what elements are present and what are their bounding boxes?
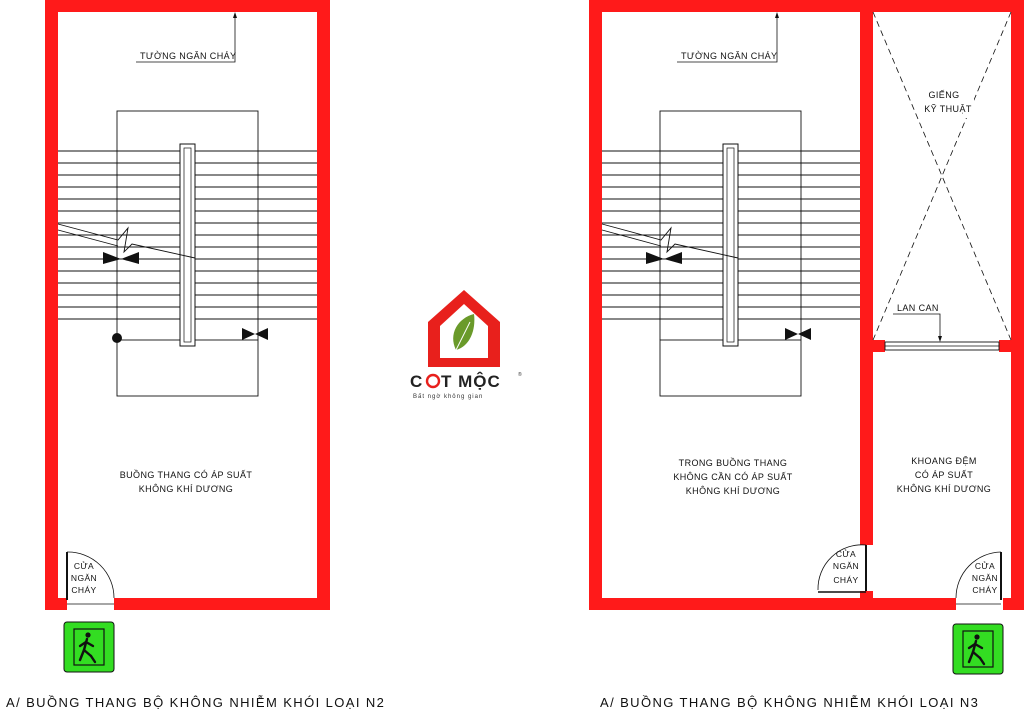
right-wall-label: TƯỜNG NGĂN CHÁY	[681, 51, 778, 61]
right-room-label-2: KHÔNG CẦN CÓ ÁP SUẤT	[673, 472, 793, 482]
left-wall-left	[45, 0, 58, 610]
right-handrail	[723, 144, 738, 346]
cot-moc-logo	[410, 290, 522, 400]
right-lower-landing	[660, 340, 801, 396]
outer-door-label-1: CỬA	[974, 561, 996, 571]
railing	[885, 303, 999, 350]
left-start-dot	[112, 333, 122, 343]
right-wall-middle-upper	[860, 0, 873, 545]
logo-word-c: C	[410, 372, 424, 391]
left-room-label-1: BUỒNG THANG CÓ ÁP SUẤT	[119, 470, 253, 480]
left-break-line	[58, 224, 195, 258]
outer-door-label-3: CHÁY	[972, 585, 998, 595]
right-plan	[589, 0, 1024, 710]
left-wall-label: TƯỜNG NGĂN CHÁY	[140, 51, 237, 61]
left-plan	[6, 0, 385, 710]
left-caption: A/ BUỒNG THANG BỘ KHÔNG NHIỄM KHÓI LOẠI N2	[6, 695, 386, 710]
right-caption: A/ BUỒNG THANG BỘ KHÔNG NHIỄM KHÓI LOẠI N3	[600, 695, 980, 710]
left-door-label-2: NGĂN	[70, 573, 98, 583]
right-room-label-1: TRONG BUỒNG THANG	[678, 458, 788, 468]
buffer-label-3: KHÔNG KHÍ DƯƠNG	[896, 484, 992, 494]
right-outer-door	[956, 552, 1001, 604]
right-wall-top	[589, 0, 1024, 12]
logo-o-mark	[427, 375, 439, 387]
buffer-label-1: KHOANG ĐỆM	[911, 456, 977, 466]
left-door	[67, 552, 114, 604]
left-wall-right	[317, 0, 330, 610]
left-handrail	[180, 144, 195, 346]
shaft-label-2: KỸ THUẬT	[924, 104, 972, 114]
railing-label: LAN CAN	[897, 303, 939, 313]
right-wall-middle-lower	[860, 591, 873, 610]
left-room-label-2: KHÔNG KHÍ DƯƠNG	[138, 484, 234, 494]
left-lower-landing	[117, 340, 258, 396]
right-wall-bottom-b	[873, 598, 956, 610]
right-wall-bottom-a	[589, 598, 860, 610]
left-door-label-3: CHÁY	[71, 585, 97, 595]
left-wall-top	[45, 0, 330, 12]
inner-door-label-2: NGĂN	[832, 561, 860, 571]
right-inner-door	[818, 545, 866, 592]
buffer-label-2: CÓ ÁP SUẤT	[914, 470, 974, 480]
right-wall-left	[589, 0, 602, 610]
logo-registered: ®	[518, 372, 522, 378]
right-wall-right	[1011, 0, 1024, 352]
logo-slogan: Bất ngờ không gian	[413, 394, 484, 400]
left-wall-bottom-b	[114, 598, 330, 610]
right-wall-shaft-left	[873, 340, 885, 352]
right-wall-shaft-right	[999, 340, 1011, 352]
left-exit-sign	[64, 622, 114, 672]
left-door-label-1: CỬA	[73, 561, 95, 571]
inner-door-label-1: CỬA	[835, 549, 857, 559]
inner-door-label-3: CHÁY	[833, 575, 859, 585]
right-break-line	[602, 224, 738, 258]
right-exit-sign	[953, 624, 1003, 674]
right-wall-right-lower	[1011, 352, 1024, 610]
left-wall-bottom-a	[45, 598, 67, 610]
logo-word-tmoc: T MỘC	[441, 372, 501, 391]
technical-shaft	[873, 12, 1011, 340]
shaft-label-1: GIẾNG	[928, 90, 960, 100]
right-wall-bottom-c	[1003, 598, 1024, 610]
outer-door-label-2: NGĂN	[971, 573, 999, 583]
right-room-label-3: KHÔNG KHÍ DƯƠNG	[685, 486, 781, 496]
